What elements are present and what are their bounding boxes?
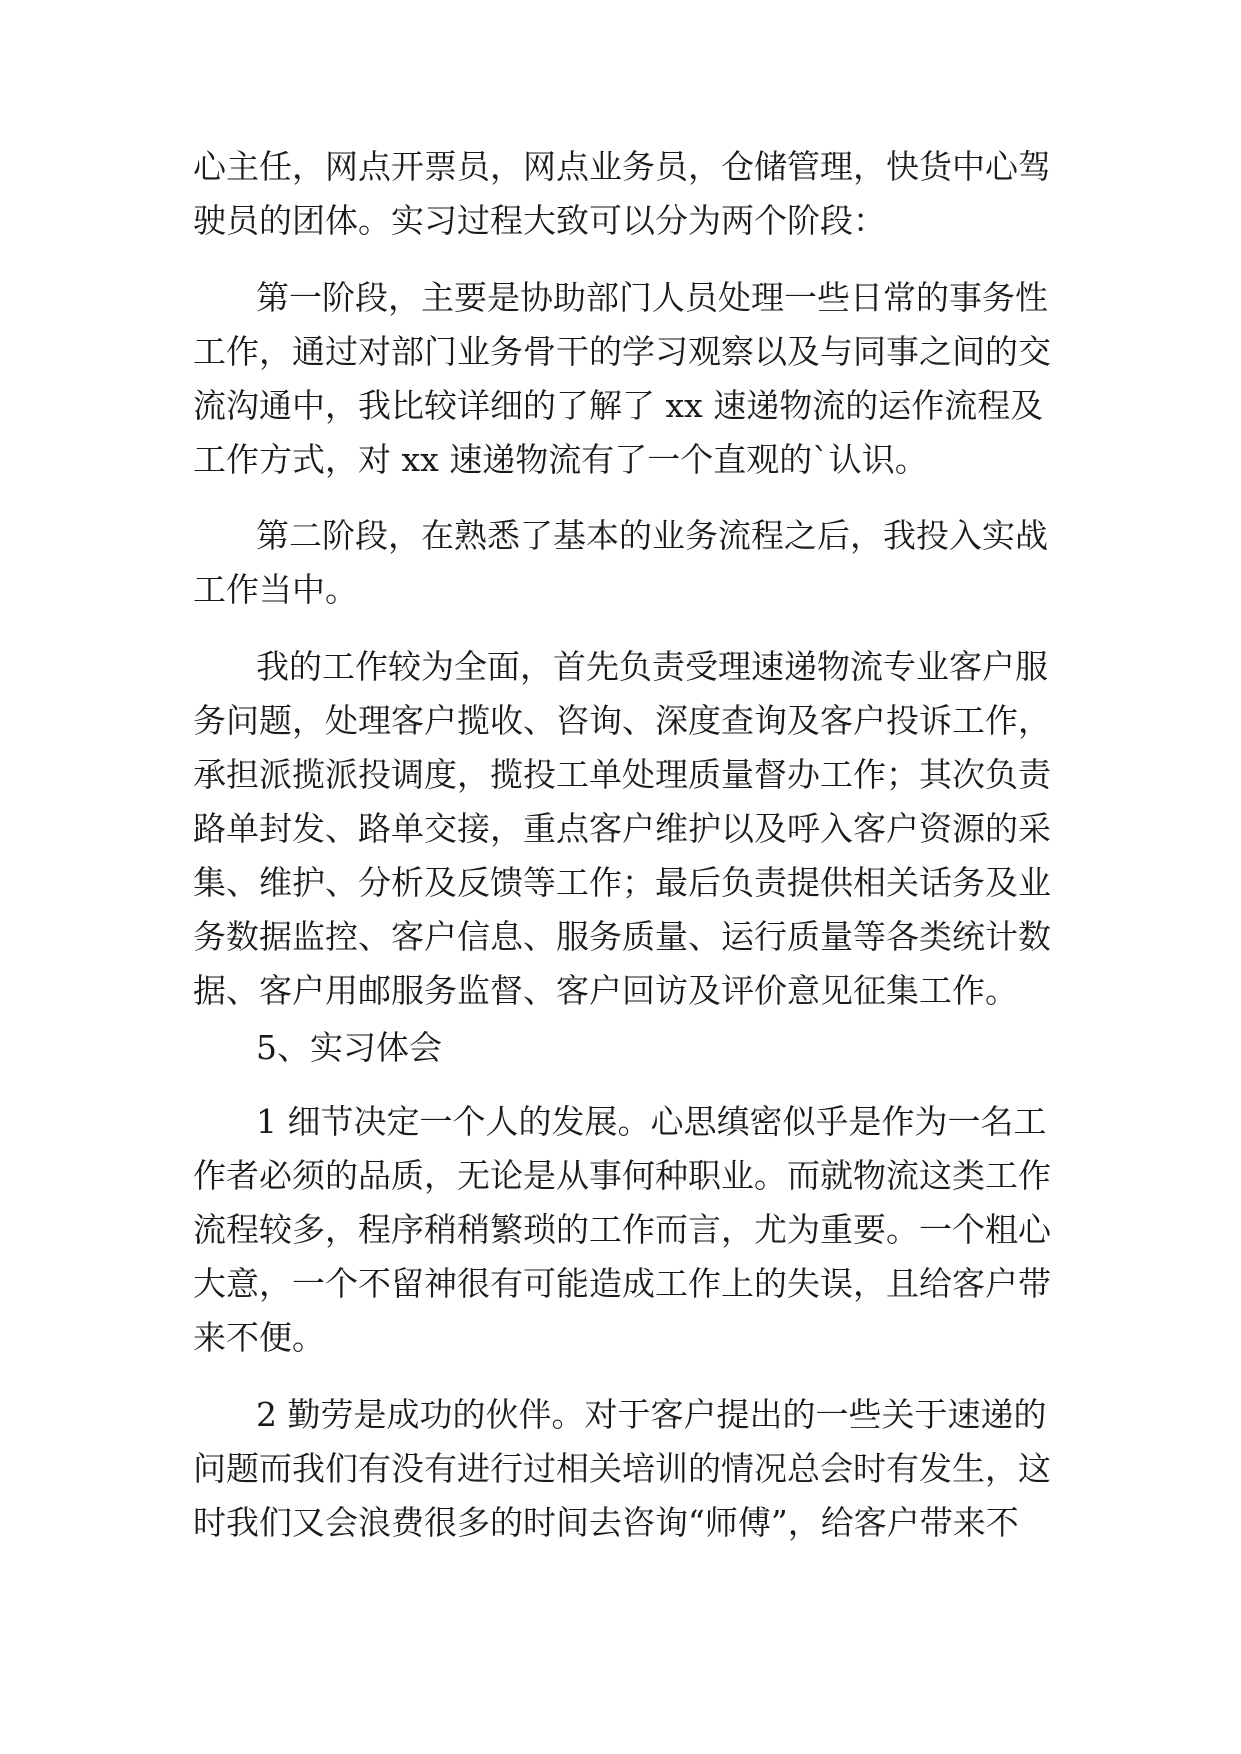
text-line: 流沟通中，我比较详细的了解了 xx 速递物流的运作流程及	[193, 386, 1044, 425]
text-line: 作者必须的品质，无论是从事何种职业。而就物流这类工作	[193, 1156, 1051, 1195]
text-line: 集、维护、分析及反馈等工作；最后负责提供相关话务及业	[193, 863, 1051, 902]
text-line: 工作方式，对 xx 速递物流有了一个直观的`认识。	[193, 440, 928, 479]
text-line: 第二阶段，在熟悉了基本的业务流程之后，我投入实战	[256, 516, 1048, 555]
text-line: 工作当中。	[193, 570, 358, 609]
text-line: 1 细节决定一个人的发展。心思缜密似乎是作为一名工	[256, 1102, 1047, 1141]
text-line: 来不便。	[193, 1318, 325, 1357]
text-line: 心主任，网点开票员，网点业务员，仓储管理，快货中心驾	[193, 147, 1051, 186]
text-line: 2 勤劳是成功的伙伴。对于客户提出的一些关于速递的	[256, 1395, 1047, 1434]
text-line: 问题而我们有没有进行过相关培训的情况总会时有发生，这	[193, 1449, 1051, 1488]
text-line: 务问题，处理客户揽收、咨询、深度查询及客户投诉工作，	[193, 701, 1051, 740]
text-line: 承担派揽派投调度，揽投工单处理质量督办工作；其次负责	[193, 755, 1051, 794]
text-line: 务数据监控、客户信息、服务质量、运行质量等各类统计数	[193, 917, 1051, 956]
section-heading: 5、实习体会	[256, 1028, 442, 1067]
text-line: 路单封发、路单交接，重点客户维护以及呼入客户资源的采	[193, 809, 1051, 848]
text-line: 据、客户用邮服务监督、客户回访及评价意见征集工作。	[193, 971, 1018, 1010]
text-line: 我的工作较为全面，首先负责受理速递物流专业客户服	[256, 647, 1048, 686]
text-line: 流程较多，程序稍稍繁琐的工作而言，尤为重要。一个粗心	[193, 1210, 1051, 1249]
text-line: 工作，通过对部门业务骨干的学习观察以及与同事之间的交	[193, 332, 1051, 371]
text-line: 驶员的团体。实习过程大致可以分为两个阶段：	[193, 201, 886, 240]
text-line: 第一阶段，主要是协助部门人员处理一些日常的事务性	[256, 278, 1048, 317]
text-line: 时我们又会浪费很多的时间去咨询“师傅”，给客户带来不	[193, 1503, 1019, 1542]
text-line: 大意，一个不留神很有可能造成工作上的失误，且给客户带	[193, 1264, 1051, 1303]
